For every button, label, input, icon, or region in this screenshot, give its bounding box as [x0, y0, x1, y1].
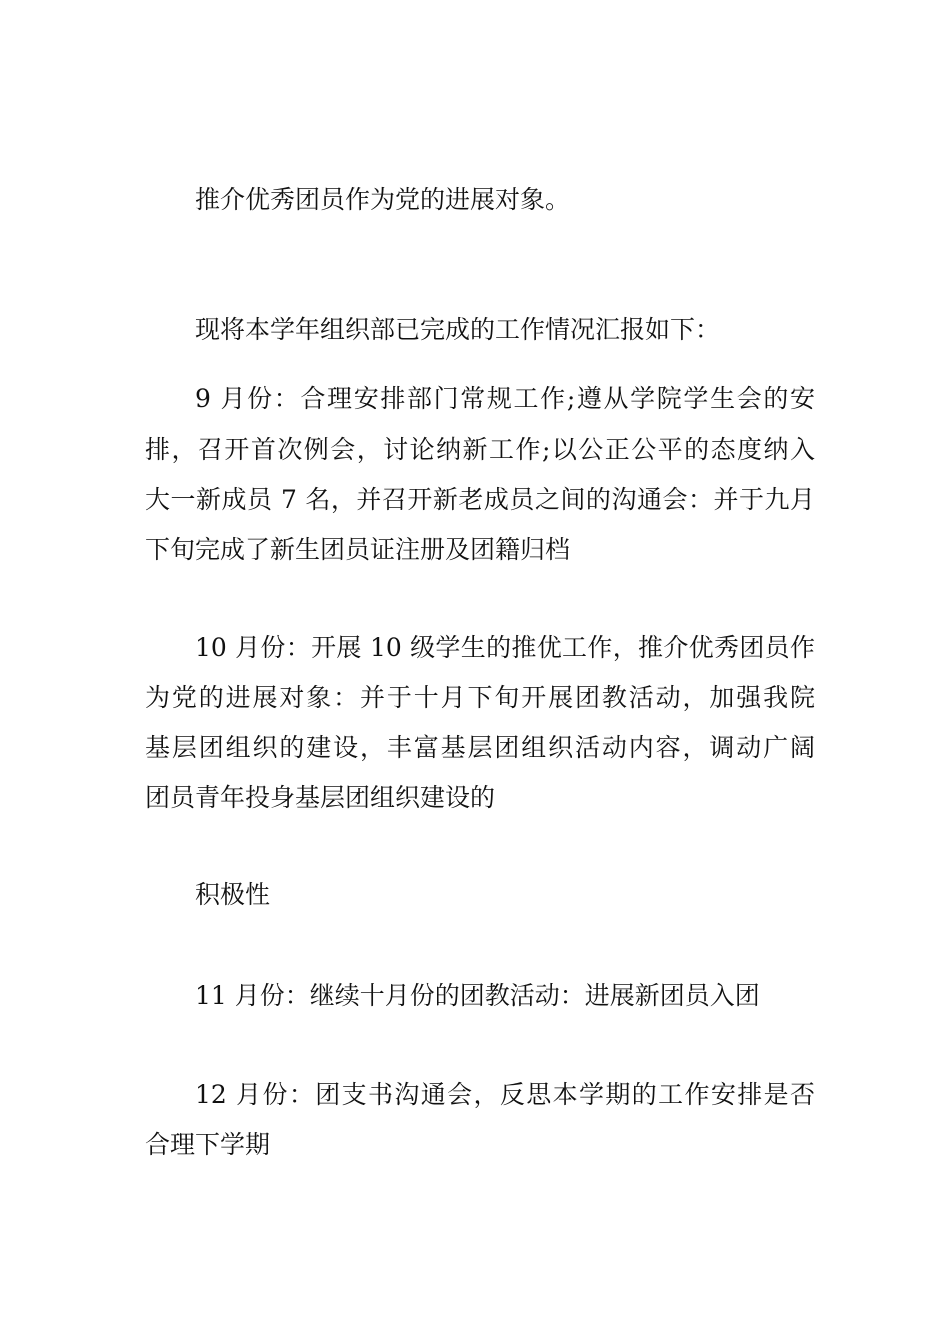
paragraph-5-line-1: 积极性	[195, 880, 271, 909]
paragraph-1-line-1: 推介优秀团员作为党的进展对象。	[195, 185, 571, 214]
paragraph-7-line-2: 合理下学期	[145, 1130, 271, 1159]
paragraph-4-line-3: 基层团组织的建设，丰富基层团组织活动内容，调动广阔	[145, 733, 815, 762]
paragraph-3-line-3: 大一新成员 7 名，并召开新老成员之间的沟通会：并于九月	[145, 485, 815, 514]
paragraph-4-line-1: 10 月份：开展 10 级学生的推优工作，推介优秀团员作	[195, 633, 815, 662]
paragraph-4-line-4: 团员青年投身基层团组织建设的	[145, 783, 496, 812]
paragraph-6-line-1: 11 月份：继续十月份的团教活动：进展新团员入团	[195, 981, 760, 1010]
paragraph-3-line-1: 9 月份：合理安排部门常规工作;遵从学院学生会的安	[195, 384, 815, 413]
paragraph-2-line-1: 现将本学年组织部已完成的工作情况汇报如下：	[195, 315, 721, 344]
paragraph-3-line-4: 下旬完成了新生团员证注册及团籍归档	[145, 535, 571, 564]
paragraph-3-line-2: 排，召开首次例会，讨论纳新工作;以公正公平的态度纳入	[145, 435, 815, 464]
paragraph-4-line-2: 为党的进展对象：并于十月下旬开展团教活动，加强我院	[145, 683, 815, 712]
paragraph-7-line-1: 12 月份：团支书沟通会，反思本学期的工作安排是否	[195, 1080, 815, 1109]
